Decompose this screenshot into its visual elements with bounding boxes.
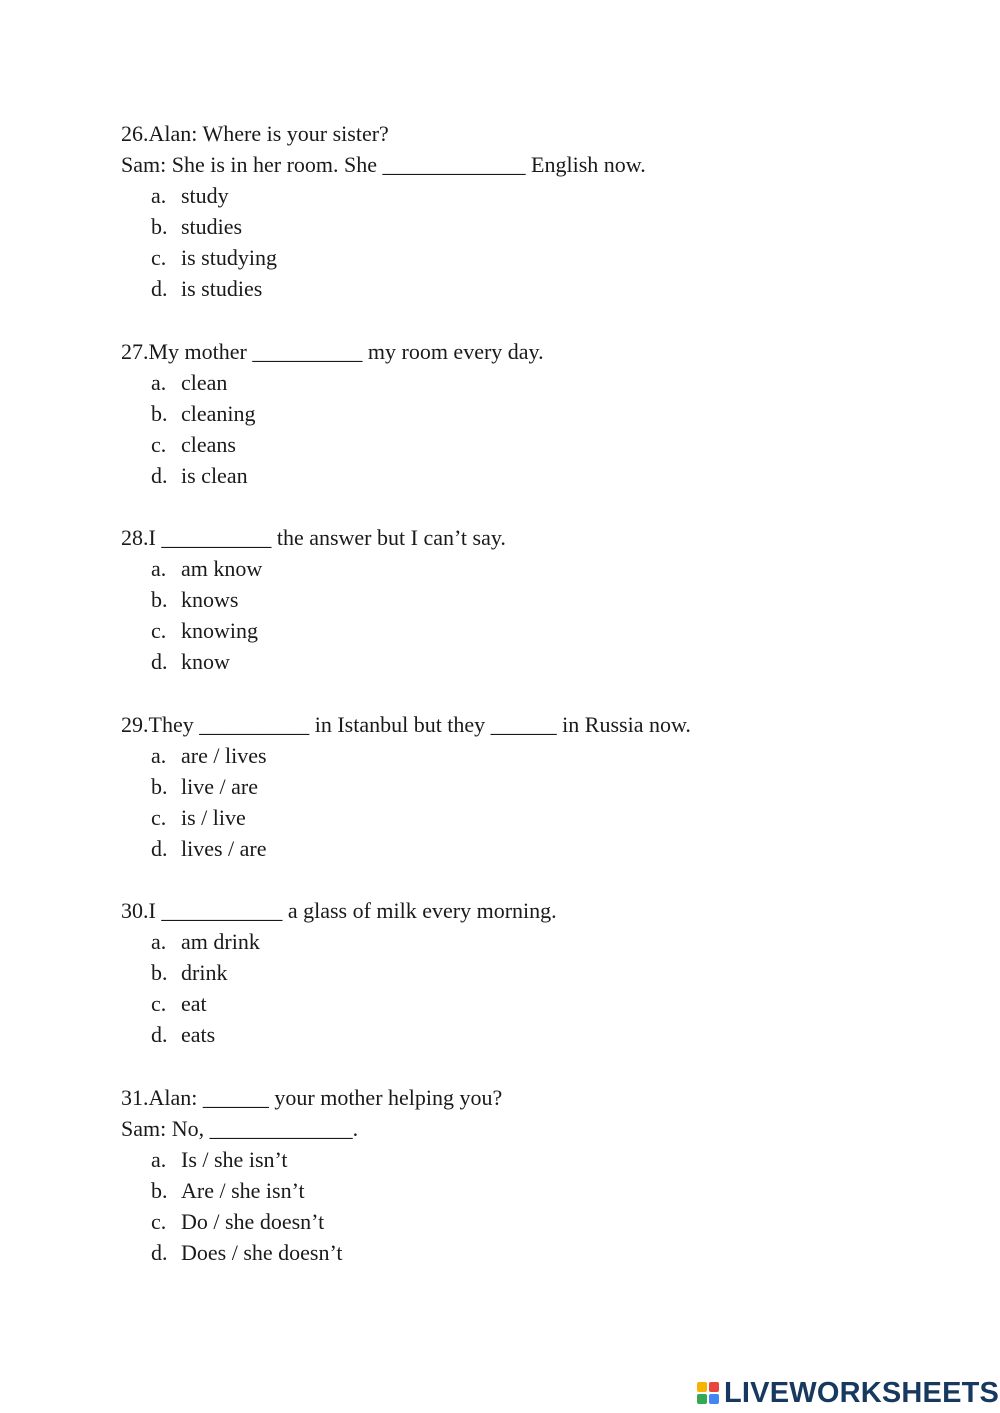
answer-options bbox=[121, 1144, 881, 1268]
option-letter: b. bbox=[151, 960, 168, 985]
answer-option-c[interactable] bbox=[121, 242, 881, 273]
question-stem-line: Sam: She is in her room. She _____________ English now. bbox=[121, 152, 646, 177]
question-31 bbox=[121, 1082, 881, 1268]
option-text: knowing bbox=[181, 618, 258, 643]
option-text: is / live bbox=[181, 805, 246, 830]
question-29 bbox=[121, 709, 881, 864]
option-text: Are / she isn’t bbox=[181, 1178, 305, 1203]
option-text: knows bbox=[181, 587, 239, 612]
answer-option-b[interactable] bbox=[121, 957, 881, 988]
answer-option-c[interactable] bbox=[121, 615, 881, 646]
question-stem-line: 30.I ___________ a glass of milk every morning. bbox=[121, 898, 557, 923]
option-letter: c. bbox=[151, 1209, 167, 1234]
answer-option-d[interactable] bbox=[121, 1237, 881, 1268]
liveworksheets-logo[interactable] bbox=[697, 1375, 999, 1411]
answer-options bbox=[121, 926, 881, 1050]
option-text: clean bbox=[181, 370, 228, 395]
answer-option-c[interactable] bbox=[121, 429, 881, 460]
option-text: know bbox=[181, 649, 230, 674]
option-letter: a. bbox=[151, 183, 167, 208]
option-letter: c. bbox=[151, 432, 167, 457]
option-text: are / lives bbox=[181, 743, 267, 768]
answer-option-c[interactable] bbox=[121, 802, 881, 833]
option-text: Does / she doesn’t bbox=[181, 1240, 343, 1265]
option-letter: d. bbox=[151, 1022, 168, 1047]
option-text: am drink bbox=[181, 929, 260, 954]
logo-square bbox=[697, 1382, 707, 1392]
option-text: cleaning bbox=[181, 401, 256, 426]
answer-option-a[interactable] bbox=[121, 367, 881, 398]
answer-option-b[interactable] bbox=[121, 1175, 881, 1206]
option-text: is studies bbox=[181, 276, 263, 301]
option-text: drink bbox=[181, 960, 228, 985]
option-letter: c. bbox=[151, 805, 167, 830]
question-stem-line: 27.My mother __________ my room every day. bbox=[121, 339, 544, 364]
answer-option-b[interactable] bbox=[121, 398, 881, 429]
question-28 bbox=[121, 522, 881, 677]
question-stem-line: Sam: No, _____________. bbox=[121, 1116, 359, 1141]
answer-options bbox=[121, 740, 881, 864]
answer-option-c[interactable] bbox=[121, 1206, 881, 1237]
logo-square bbox=[709, 1382, 719, 1392]
option-letter: b. bbox=[151, 774, 168, 799]
option-letter: c. bbox=[151, 991, 167, 1016]
option-letter: a. bbox=[151, 370, 167, 395]
option-text: eats bbox=[181, 1022, 216, 1047]
option-letter: d. bbox=[151, 836, 168, 861]
answer-option-d[interactable] bbox=[121, 833, 881, 864]
option-letter: d. bbox=[151, 1240, 168, 1265]
option-letter: c. bbox=[151, 245, 167, 270]
question-stem-line: 31.Alan: ______ your mother helping you? bbox=[121, 1085, 503, 1110]
option-letter: b. bbox=[151, 214, 168, 239]
answer-option-b[interactable] bbox=[121, 771, 881, 802]
option-letter: b. bbox=[151, 587, 168, 612]
option-text: lives / are bbox=[181, 836, 267, 861]
option-letter: d. bbox=[151, 463, 168, 488]
question-stem-line: 28.I __________ the answer but I can’t say. bbox=[121, 525, 506, 550]
answer-option-d[interactable] bbox=[121, 1019, 881, 1050]
question-30 bbox=[121, 895, 881, 1050]
question-27 bbox=[121, 336, 881, 491]
answer-options bbox=[121, 180, 881, 304]
answer-option-a[interactable] bbox=[121, 926, 881, 957]
liveworksheets-logo-icon bbox=[697, 1382, 719, 1404]
option-text: is studying bbox=[181, 245, 277, 270]
answer-option-a[interactable] bbox=[121, 1144, 881, 1175]
option-letter: a. bbox=[151, 1147, 167, 1172]
option-letter: a. bbox=[151, 556, 167, 581]
option-letter: b. bbox=[151, 401, 168, 426]
option-text: Is / she isn’t bbox=[181, 1147, 288, 1172]
logo-square bbox=[697, 1394, 707, 1404]
option-text: studies bbox=[181, 214, 243, 239]
option-letter: d. bbox=[151, 649, 168, 674]
answer-option-a[interactable] bbox=[121, 740, 881, 771]
answer-option-a[interactable] bbox=[121, 553, 881, 584]
question-stem-line: 26.Alan: Where is your sister? bbox=[121, 121, 389, 146]
question-stem-line: 29.They __________ in Istanbul but they ______ in Russia now. bbox=[121, 712, 691, 737]
answer-option-d[interactable] bbox=[121, 460, 881, 491]
option-letter: c. bbox=[151, 618, 167, 643]
option-text: is clean bbox=[181, 463, 248, 488]
answer-option-d[interactable] bbox=[121, 273, 881, 304]
option-text: live / are bbox=[181, 774, 258, 799]
answer-option-b[interactable] bbox=[121, 584, 881, 615]
answer-options bbox=[121, 367, 881, 491]
logo-text: LIVEWORKSHEETS bbox=[724, 1377, 1000, 1409]
answer-option-c[interactable] bbox=[121, 988, 881, 1019]
answer-options bbox=[121, 553, 881, 677]
question-26 bbox=[121, 118, 881, 304]
answer-option-d[interactable] bbox=[121, 646, 881, 677]
option-text: am know bbox=[181, 556, 263, 581]
option-text: study bbox=[181, 183, 229, 208]
option-text: eat bbox=[181, 991, 207, 1016]
answer-option-a[interactable] bbox=[121, 180, 881, 211]
logo-square bbox=[709, 1394, 719, 1404]
option-letter: a. bbox=[151, 929, 167, 954]
option-letter: d. bbox=[151, 276, 168, 301]
option-letter: b. bbox=[151, 1178, 168, 1203]
option-letter: a. bbox=[151, 743, 167, 768]
option-text: cleans bbox=[181, 432, 236, 457]
option-text: Do / she doesn’t bbox=[181, 1209, 325, 1234]
answer-option-b[interactable] bbox=[121, 211, 881, 242]
